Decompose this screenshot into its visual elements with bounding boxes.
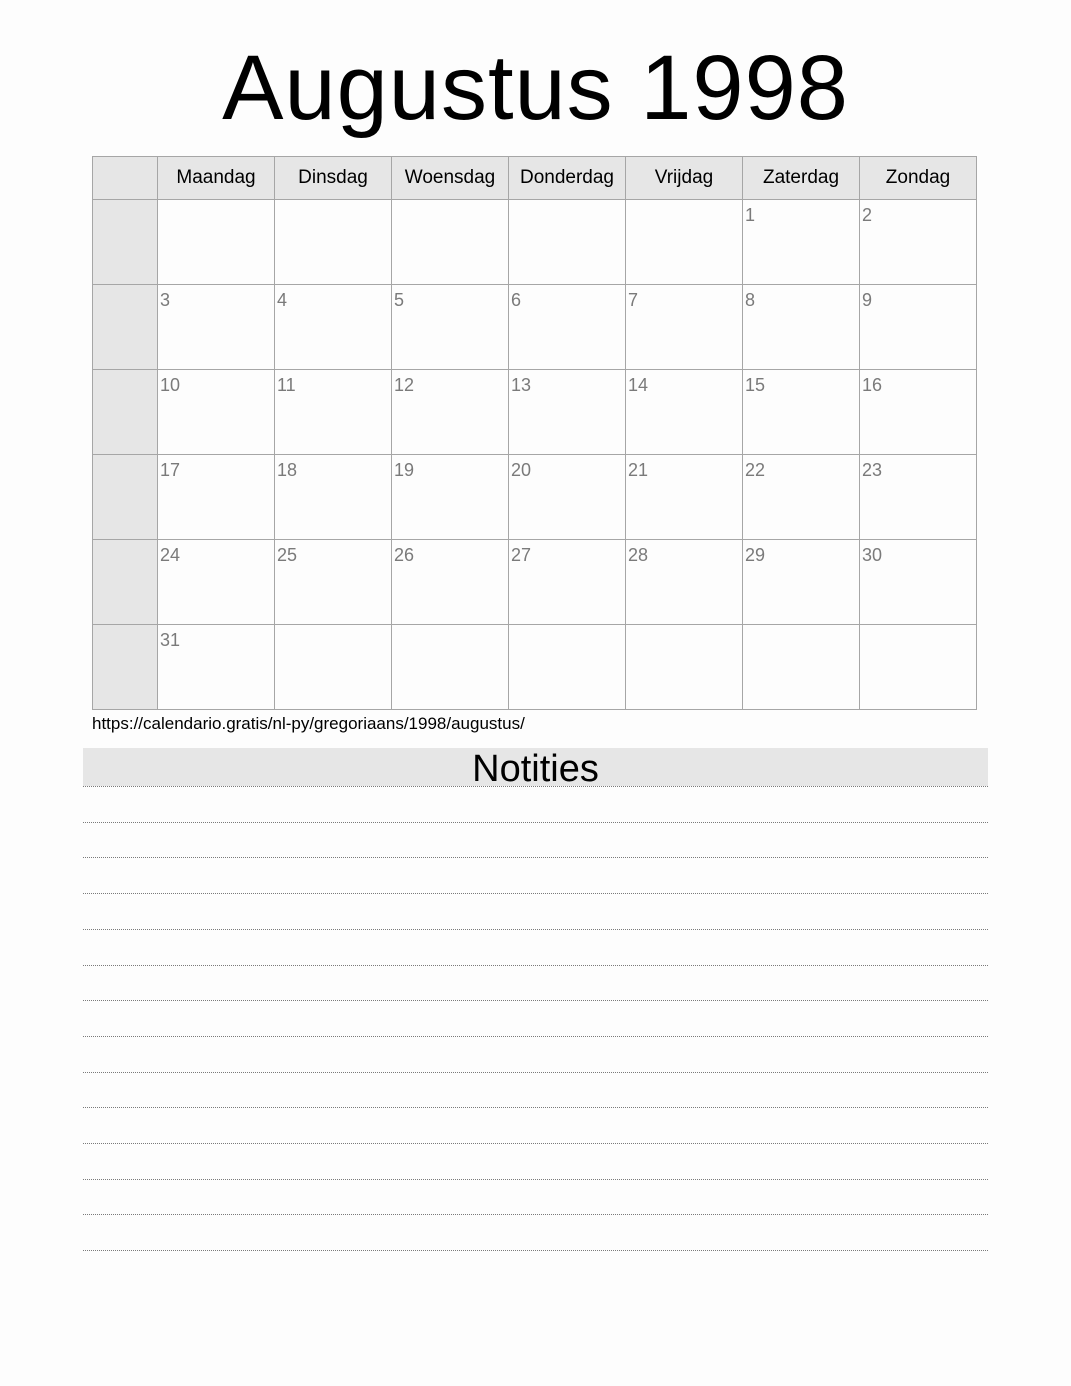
week-number-cell [93, 455, 158, 540]
day-cell [275, 370, 392, 455]
note-line [83, 1179, 988, 1180]
day-number [743, 625, 859, 630]
day-number: 10 [160, 375, 181, 395]
week-row [93, 200, 977, 285]
day-number: 5 [394, 290, 405, 310]
day-number [275, 625, 391, 630]
day-number: 2 [862, 205, 873, 225]
day-number: 31 [160, 630, 181, 650]
day-cell [158, 200, 275, 285]
day-cell [626, 285, 743, 370]
day-cell [860, 540, 977, 625]
day-cell [743, 455, 860, 540]
day-number: 29 [745, 545, 766, 565]
note-line [83, 893, 988, 894]
day-cell [275, 540, 392, 625]
day-cell [509, 540, 626, 625]
day-cell [860, 285, 977, 370]
day-cell [743, 370, 860, 455]
day-number [509, 200, 625, 205]
week-row [93, 370, 977, 455]
day-number: 6 [511, 290, 522, 310]
source-url: https://calendario.gratis/nl-py/gregoriaans/1998/augustus/ [92, 714, 525, 733]
day-cell [860, 625, 977, 710]
day-cell [275, 200, 392, 285]
day-number: 17 [160, 460, 181, 480]
day-cell [626, 625, 743, 710]
day-number: 14 [628, 375, 649, 395]
day-cell [158, 625, 275, 710]
weekday-tuesday: Dinsdag [275, 157, 392, 200]
day-cell [626, 540, 743, 625]
day-cell [392, 625, 509, 710]
day-number: 15 [745, 375, 766, 395]
note-line [83, 1143, 988, 1144]
day-number [626, 625, 742, 630]
day-number: 24 [160, 545, 181, 565]
week-number-cell [93, 540, 158, 625]
day-number [275, 200, 391, 205]
note-line [83, 1072, 988, 1073]
day-cell [392, 455, 509, 540]
day-cell [509, 625, 626, 710]
note-line [83, 929, 988, 930]
note-line [83, 1000, 988, 1001]
day-number: 8 [745, 290, 756, 310]
day-number [158, 200, 274, 205]
day-cell [158, 370, 275, 455]
day-cell [158, 455, 275, 540]
day-cell [509, 455, 626, 540]
day-cell [860, 370, 977, 455]
day-cell [392, 540, 509, 625]
day-cell [860, 455, 977, 540]
day-number: 4 [277, 290, 288, 310]
week-number-cell [93, 370, 158, 455]
day-cell [743, 285, 860, 370]
day-cell [743, 625, 860, 710]
week-row [93, 625, 977, 710]
note-line [83, 857, 988, 858]
week-number-cell [93, 285, 158, 370]
day-cell [158, 540, 275, 625]
day-number [860, 625, 976, 630]
day-cell [158, 285, 275, 370]
note-line [83, 786, 988, 787]
day-number: 9 [862, 290, 873, 310]
day-number [509, 625, 625, 630]
day-number: 28 [628, 545, 649, 565]
weekday-friday: Vrijdag [626, 157, 743, 200]
day-number: 7 [628, 290, 639, 310]
weekday-header-row [93, 157, 977, 200]
note-line [83, 1107, 988, 1108]
day-cell [509, 200, 626, 285]
weekday-thursday: Donderdag [509, 157, 626, 200]
day-number: 22 [745, 460, 766, 480]
week-row [93, 285, 977, 370]
day-number: 25 [277, 545, 298, 565]
day-number: 11 [277, 375, 296, 395]
weekday-sunday: Zondag [860, 157, 977, 200]
day-cell [275, 455, 392, 540]
day-cell [275, 625, 392, 710]
day-number [626, 200, 742, 205]
day-number: 21 [628, 460, 649, 480]
notes-heading: Notities [83, 748, 988, 786]
page-title: Augustus 1998 [222, 37, 849, 139]
day-cell [392, 200, 509, 285]
day-cell [743, 540, 860, 625]
day-number: 19 [394, 460, 415, 480]
day-cell [509, 370, 626, 455]
week-number-header [93, 157, 158, 200]
day-number: 12 [394, 375, 415, 395]
week-row [93, 540, 977, 625]
day-cell [392, 370, 509, 455]
day-cell [860, 200, 977, 285]
day-number: 20 [511, 460, 532, 480]
note-line [83, 965, 988, 966]
day-number: 30 [862, 545, 883, 565]
calendar-grid [92, 156, 977, 710]
day-cell [743, 200, 860, 285]
day-cell [509, 285, 626, 370]
note-line [83, 822, 988, 823]
week-number-cell [93, 625, 158, 710]
note-line [83, 1036, 988, 1037]
day-number: 23 [862, 460, 883, 480]
day-number: 3 [160, 290, 171, 310]
day-number: 1 [745, 205, 756, 225]
day-cell [392, 285, 509, 370]
day-number [392, 625, 508, 630]
note-line [83, 1214, 988, 1215]
week-row [93, 455, 977, 540]
week-number-cell [93, 200, 158, 285]
note-line [83, 1250, 988, 1251]
day-number: 18 [277, 460, 298, 480]
day-number [392, 200, 508, 205]
day-cell [275, 285, 392, 370]
weekday-monday: Maandag [158, 157, 275, 200]
day-number: 27 [511, 545, 532, 565]
weekday-wednesday: Woensdag [392, 157, 509, 200]
day-number: 16 [862, 375, 883, 395]
day-number: 26 [394, 545, 415, 565]
weekday-saturday: Zaterdag [743, 157, 860, 200]
day-cell [626, 455, 743, 540]
day-cell [626, 200, 743, 285]
day-number: 13 [511, 375, 532, 395]
day-cell [626, 370, 743, 455]
